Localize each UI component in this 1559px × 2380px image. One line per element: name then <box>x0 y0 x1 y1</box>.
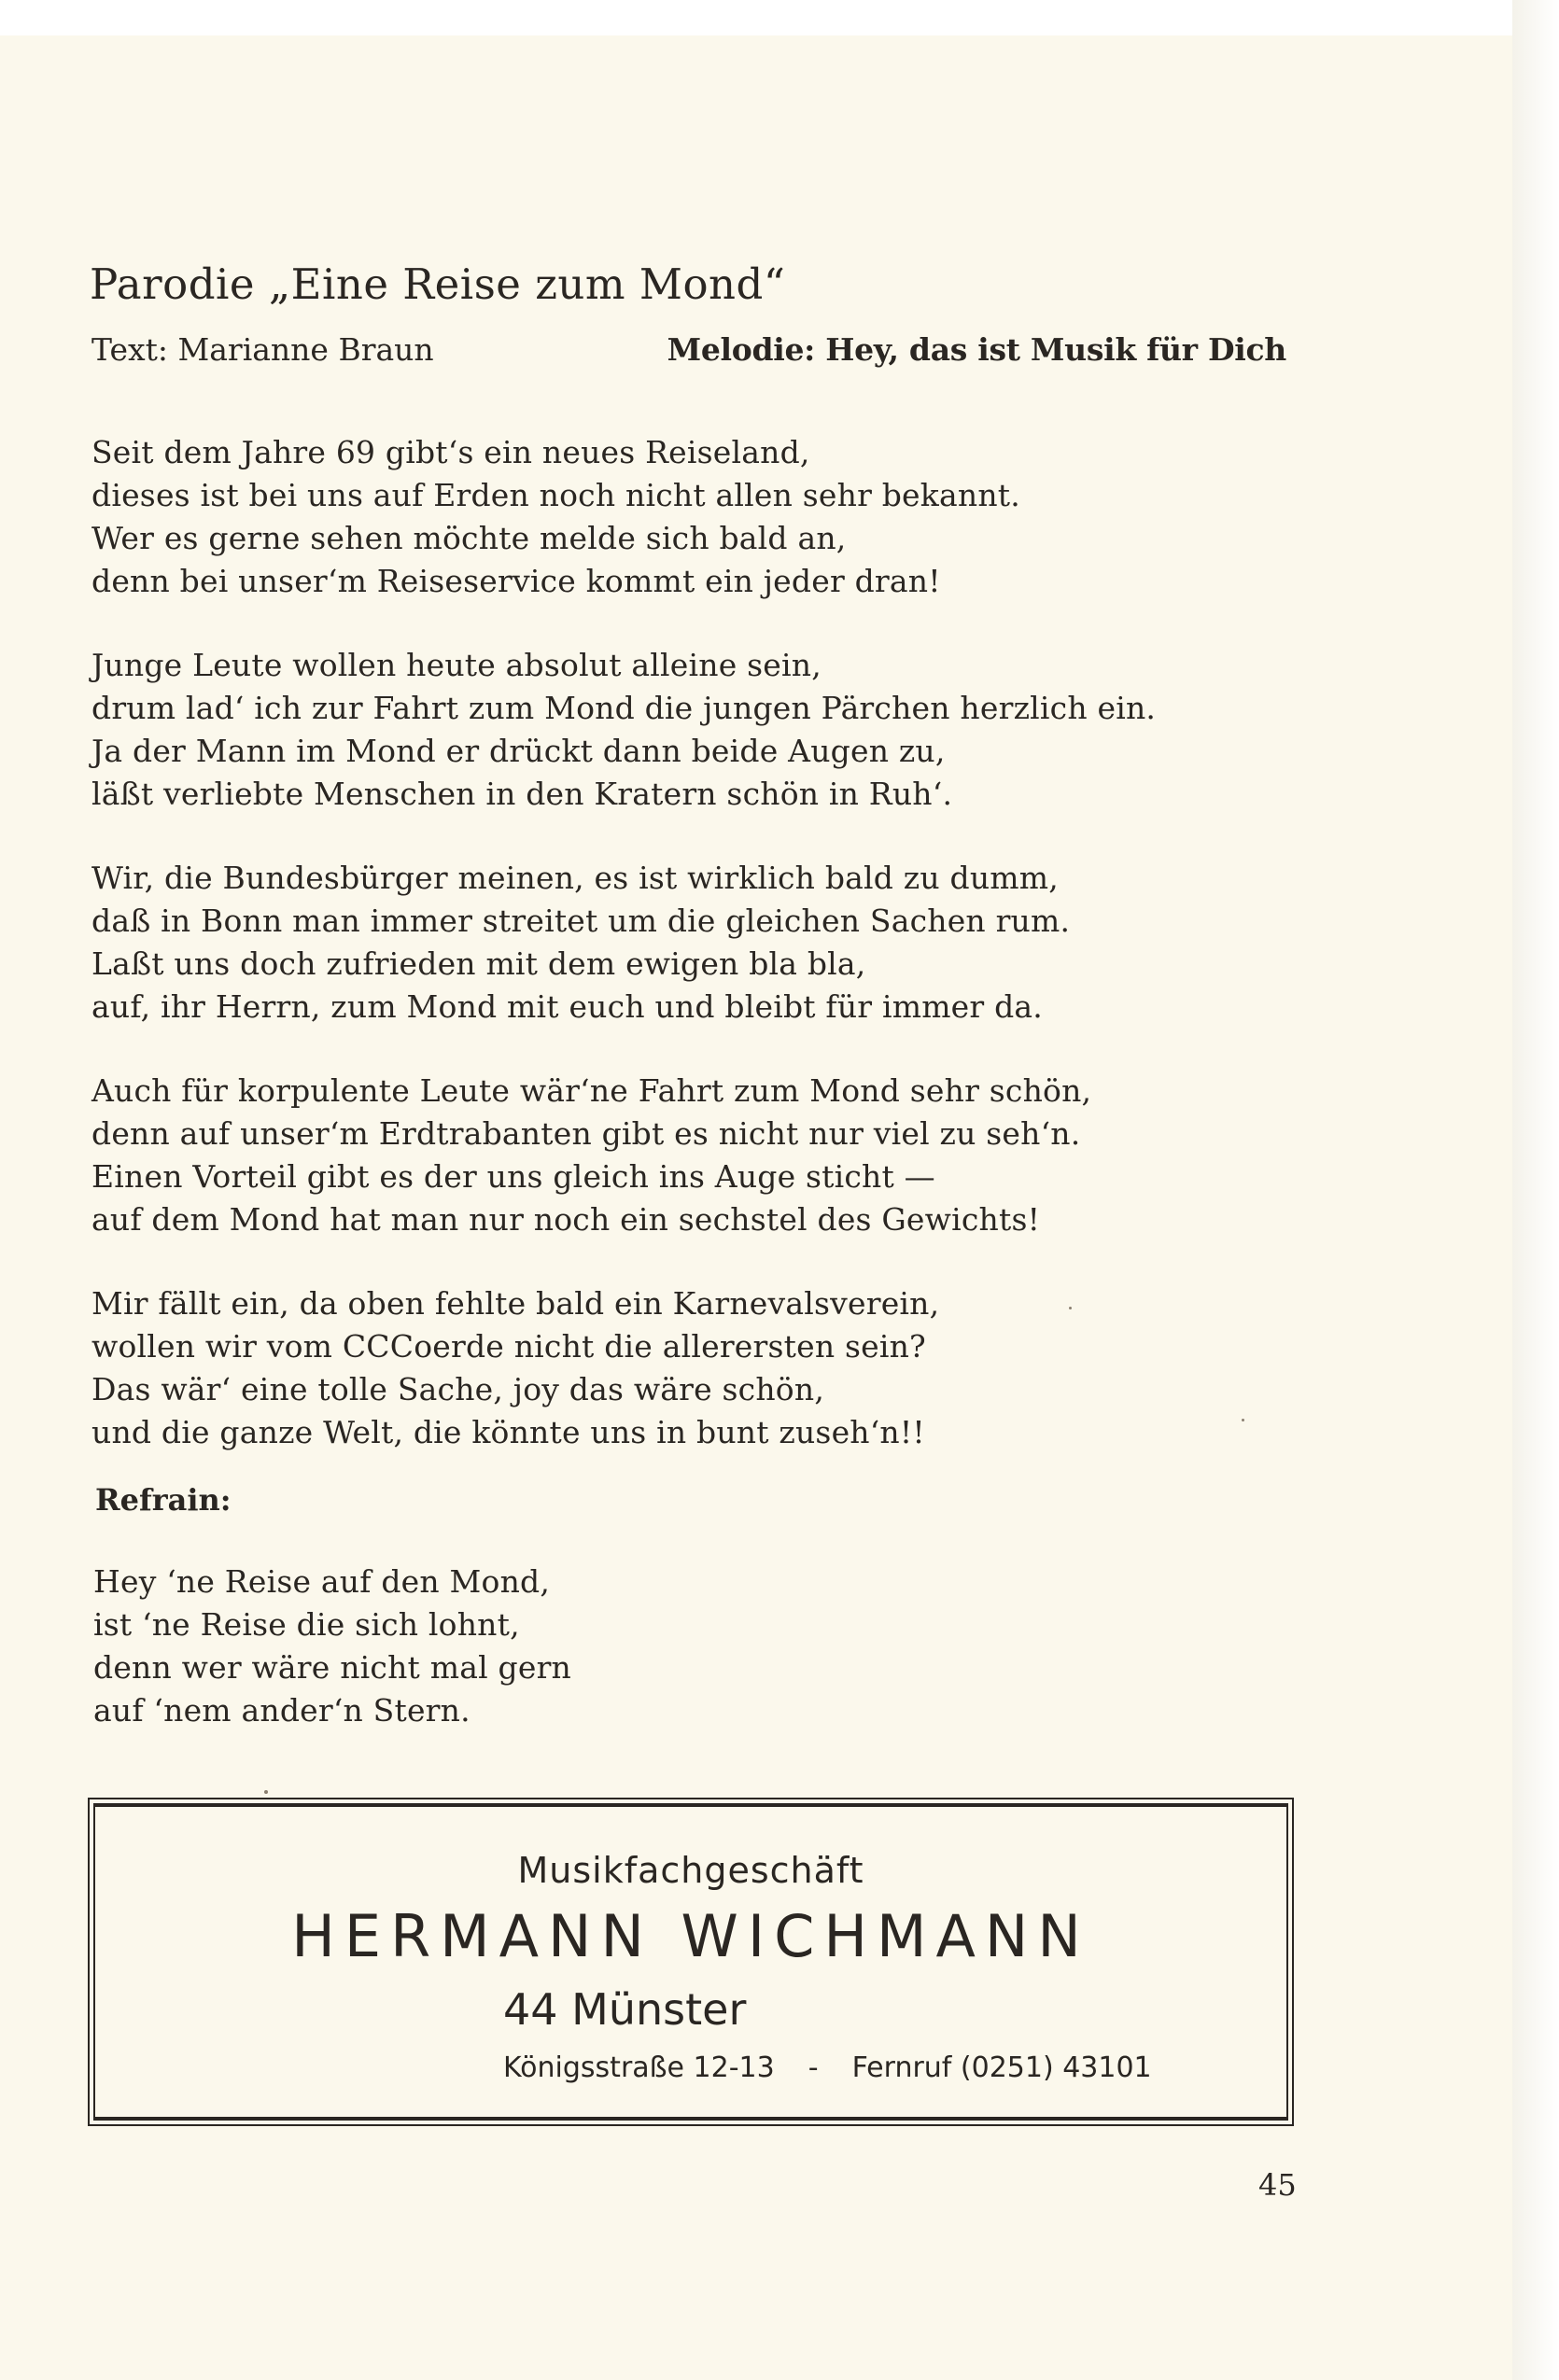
page-edge <box>1512 0 1559 2380</box>
verse-line: läßt verliebte Menschen in den Kratern schön in Ruh‘. <box>91 776 953 812</box>
ad-shop-type: Musikfachgeschäft <box>517 1850 864 1891</box>
ad-contact <box>503 2051 1213 2084</box>
stanza-2 <box>91 644 1156 816</box>
ad-address: Königsstraße 12-13 <box>503 2051 775 2084</box>
ad-business-name: HERMANN WICHMANN <box>291 1902 1090 1970</box>
melody-credit: Melodie: Hey, das ist Musik für Dich <box>667 331 1286 368</box>
verse-line: Das wär‘ eine tolle Sache, joy das wäre schön, <box>91 1371 825 1407</box>
advertisement-content <box>95 1807 1286 2117</box>
refrain-line: Hey ‘ne Reise auf den Mond, <box>93 1563 551 1600</box>
stanza-1 <box>91 431 1156 603</box>
verse-line: Einen Vorteil gibt es der uns gleich ins Auge sticht — <box>91 1158 935 1195</box>
verse-line: Mir fällt ein, da oben fehlte bald ein Karnevalsverein, <box>91 1285 940 1322</box>
verse-line: wollen wir vom CCCoerde nicht die allerersten sein? <box>91 1328 926 1365</box>
refrain-heading: Refrain: <box>95 1482 232 1518</box>
verse-line: Auch für korpulente Leute wär‘ne Fahrt zum Mond sehr schön, <box>91 1072 1092 1109</box>
refrain <box>93 1561 571 1732</box>
verse-line: auf dem Mond hat man nur noch ein sechstel des Gewichts! <box>91 1201 1041 1238</box>
verse-line: denn auf unser‘m Erdtrabanten gibt es nicht nur viel zu seh‘n. <box>91 1115 1081 1152</box>
paper-speck <box>1069 1307 1072 1309</box>
verse-line: dieses ist bei uns auf Erden noch nicht allen sehr bekannt. <box>91 477 1020 513</box>
paper-speck <box>1242 1419 1244 1421</box>
verse-line: Seit dem Jahre 69 gibt‘s ein neues Reiseland, <box>91 434 810 470</box>
song-title: Parodie „Eine Reise zum Mond“ <box>90 259 786 309</box>
refrain-line: denn wer wäre nicht mal gern <box>93 1649 571 1686</box>
stanza-4 <box>91 1070 1156 1241</box>
advertisement-box <box>93 1803 1288 2121</box>
verse-line: und die ganze Welt, die könnte uns in bunt zuseh‘n!! <box>91 1414 925 1450</box>
paper-speck <box>264 1790 268 1794</box>
verse-line: daß in Bonn man immer streitet um die gleichen Sachen rum. <box>91 903 1071 939</box>
ad-separator: - <box>808 2051 819 2084</box>
refrain-line: ist ‘ne Reise die sich lohnt, <box>93 1606 520 1643</box>
ad-phone: Fernruf (0251) 43101 <box>851 2051 1152 2084</box>
verse-line: Laßt uns doch zufrieden mit dem ewigen bla bla, <box>91 945 866 982</box>
stanza-5 <box>91 1282 1156 1454</box>
verse-line: Junge Leute wollen heute absolut alleine sein, <box>91 647 822 683</box>
verse-line: Wer es gerne sehen möchte melde sich bald an, <box>91 520 847 556</box>
ad-city: 44 Münster <box>503 1984 747 2035</box>
verse-line: auf, ihr Herrn, zum Mond mit euch und bleibt für immer da. <box>91 988 1043 1025</box>
verse-line: drum lad‘ ich zur Fahrt zum Mond die jungen Pärchen herzlich ein. <box>91 690 1157 726</box>
page-number: 45 <box>1258 2167 1297 2203</box>
verse-line: Ja der Mann im Mond er drückt dann beide Augen zu, <box>91 733 946 769</box>
lyrics-credit: Text: Marianne Braun <box>91 331 434 368</box>
verses <box>91 431 1156 1495</box>
stanza-3 <box>91 857 1156 1029</box>
verse-line: Wir, die Bundesbürger meinen, es ist wirklich bald zu dumm, <box>91 860 1059 896</box>
verse-line: denn bei unser‘m Reiseservice kommt ein jeder dran! <box>91 563 941 599</box>
refrain-line: auf ‘nem ander‘n Stern. <box>93 1692 471 1729</box>
song-credits <box>91 331 1286 368</box>
